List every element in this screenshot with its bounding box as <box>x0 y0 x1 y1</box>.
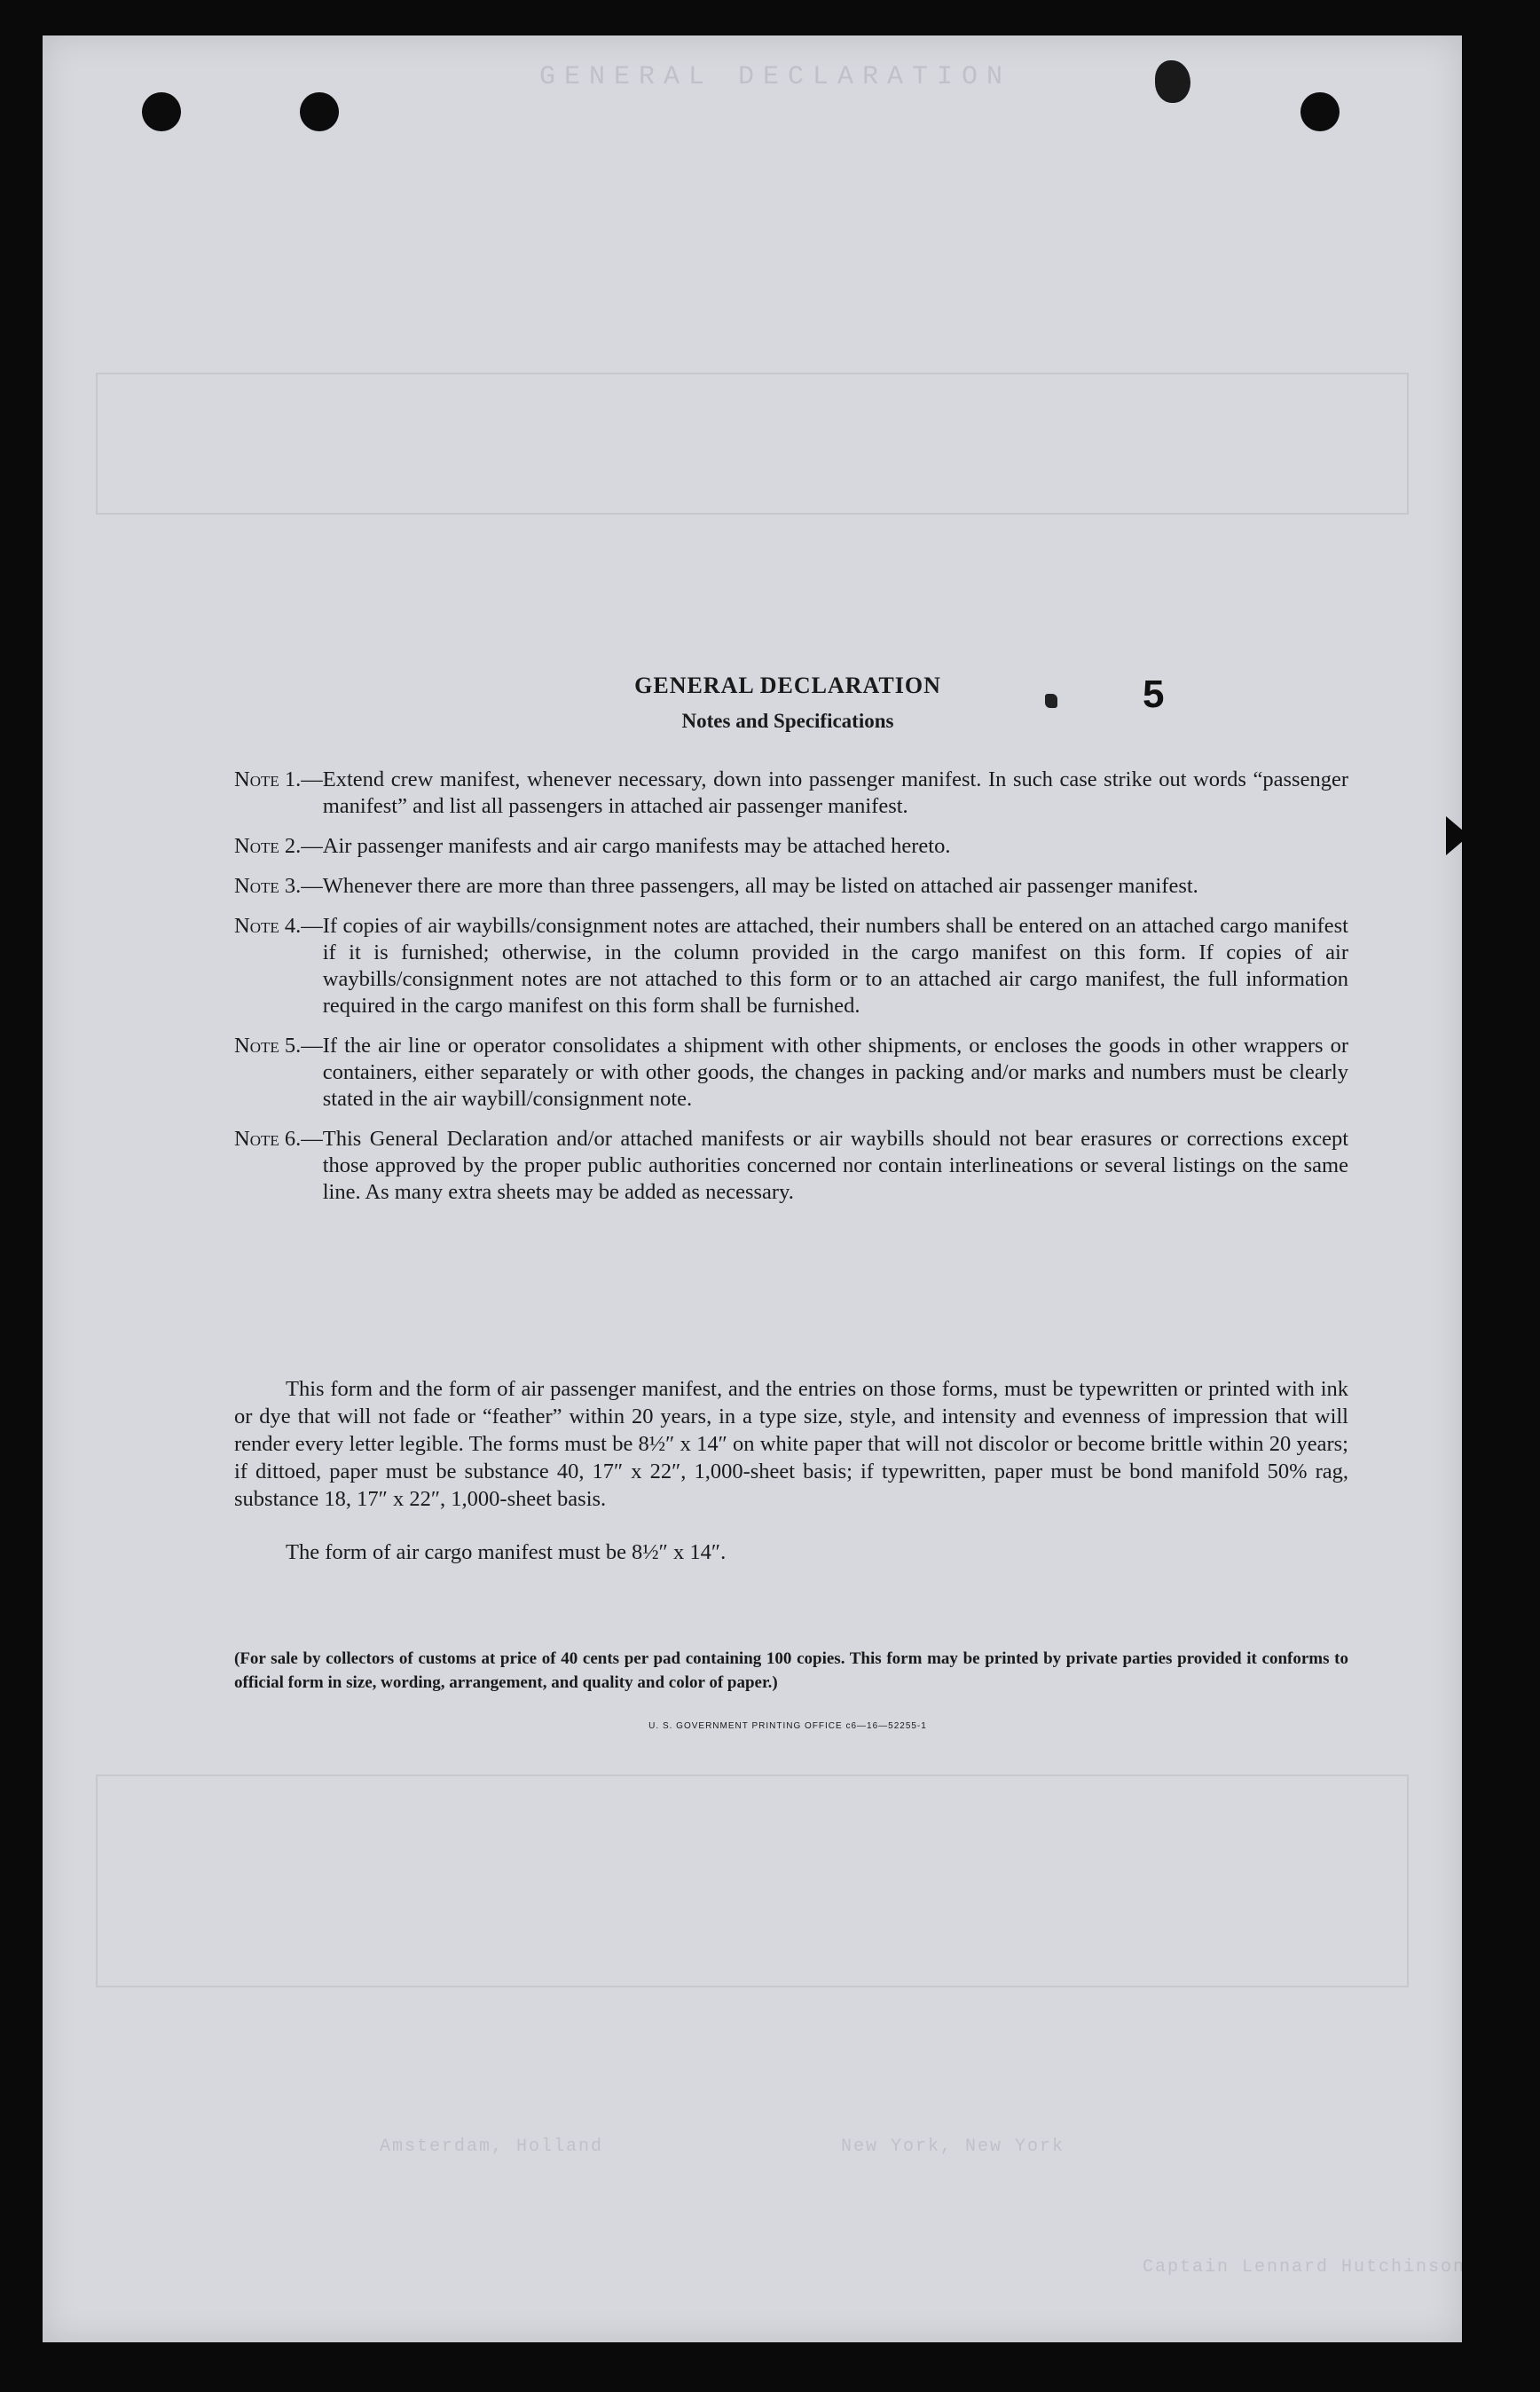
note-text: If copies of air waybills/consignment notes are attached, their numbers shall be entered on an attached cargo manifest if it is furnished; otherwise, in the column provided in the cargo manifest on this form. If copies of air waybills/consignment notes are not attached to this form or to an attached air cargo manifest, the full information required in the cargo manifest on this form shall be furnished. <box>322 914 1348 1018</box>
note-item <box>234 913 1348 1019</box>
note-label: Note 2.— <box>234 834 323 858</box>
note-label: Note 5.— <box>234 1034 323 1058</box>
note-item <box>234 873 1348 900</box>
punch-hole-right <box>1300 92 1340 131</box>
note-label: Note 4.— <box>234 914 323 938</box>
note-label: Note 3.— <box>234 874 323 898</box>
note-text: Whenever there are more than three passengers, all may be listed on attached air passenger manifest. <box>322 874 1198 898</box>
note-text: If the air line or operator consolidates a shipment with other shipments, or encloses the goods in other wrappers or containers, either separately or with other goods, the changes in packing and/or marks and numbers must be clearly stated in the air waybill/consignment note. <box>322 1034 1348 1111</box>
note-label: Note 1.— <box>234 767 323 791</box>
note-item <box>234 767 1348 820</box>
ink-mark <box>1045 694 1057 708</box>
punch-hole-left-2 <box>300 92 339 131</box>
document-page <box>43 35 1466 2342</box>
note-text: Extend crew manifest, whenever necessary, down into passenger manifest. In such case strike out words “passenger manifest” and list all passengers in attached air passenger manifest. <box>322 767 1348 818</box>
note-item <box>234 1126 1348 1206</box>
note-text: Air passenger manifests and air cargo manifests may be attached hereto. <box>322 834 951 858</box>
bleed-through-text: Amsterdam, Holland <box>380 2136 604 2157</box>
page-subtitle: Notes and Specifications <box>681 710 894 732</box>
bleed-through-box <box>96 373 1409 515</box>
note-item <box>234 1033 1348 1113</box>
cargo-manifest-paragraph: The form of air cargo manifest must be 8½″ x 14″. <box>286 1540 727 1564</box>
note-item <box>234 833 1348 860</box>
notes-list <box>234 767 1348 1219</box>
note-text: This General Declaration and/or attached manifests or air waybills should not bear erasures or corrections except those approved by the proper public authorities concerned nor contain interlineations or several listings on the same line. As many extra sheets may be added as necessary. <box>322 1127 1348 1204</box>
page-title: GENERAL DECLARATION <box>634 673 941 698</box>
bleed-through-text: Captain Lennard Hutchinson <box>1143 2257 1466 2278</box>
punch-hole-left <box>142 92 181 131</box>
page-edge-notch <box>1446 816 1469 855</box>
note-label: Note 6.— <box>234 1127 323 1151</box>
bleed-through-box <box>96 1774 1409 1987</box>
bleed-through-text: New York, New York <box>841 2136 1065 2157</box>
sale-notice: (For sale by collectors of customs at price of 40 cents per pad containing 100 copies. This form may be printed by private parties provided it conforms to official form in size, wording, arrangement, and quality and color of paper.) <box>234 1649 1348 1692</box>
specification-paragraph: This form and the form of air passenger manifest, and the entries on those forms, must be typewritten or printed with ink or dye that will not fade or “feather” within 20 years, in a type size, style, and intensity and evenness of impression that will render every letter legible. The forms must be 8½″ x 14″ on white paper that will not discolor or become brittle within 20 years; if dittoed, paper must be substance 40, 17″ x 22″, 1,000-sheet basis; if typewritten, paper must be bond manifold 50% rag, substance 18, 17″ x 22″, 1,000-sheet basis. <box>234 1377 1348 1511</box>
page-number: 5 <box>1143 673 1165 716</box>
printing-office-imprint: U. S. GOVERNMENT PRINTING OFFICE c6—16—52255-1 <box>648 1721 927 1731</box>
bleed-through-text: GENERAL DECLARATION <box>539 62 1012 92</box>
declaration-heading <box>575 673 1001 733</box>
ink-blot <box>1155 60 1190 103</box>
